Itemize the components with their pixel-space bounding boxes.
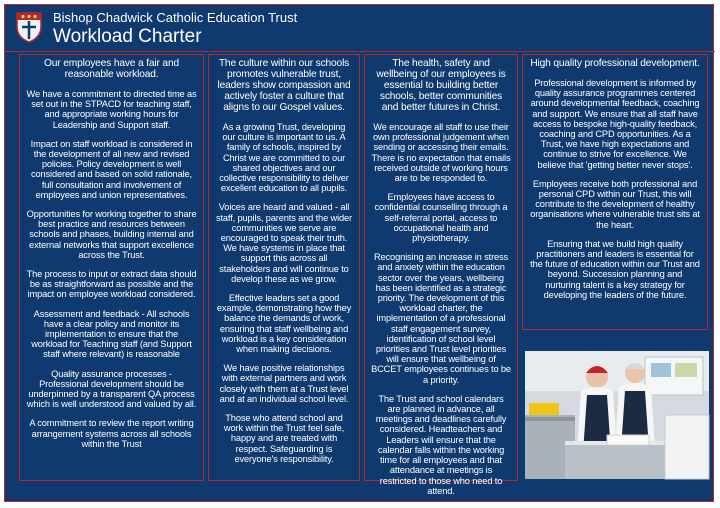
- paragraph: The process to input or extract data should be as straightforward as possible and the impact on employee workload considered.: [26, 269, 197, 300]
- column-heading: Our employees have a fair and reasonable workload.: [44, 58, 179, 80]
- column-professional-development: [522, 54, 708, 330]
- column-workload: [19, 54, 204, 481]
- paragraph: Employees have access to confidential counselling through a self-referral portal, access to occupational health and physiotherapy.: [374, 192, 508, 244]
- paragraph: Employees receive both professional and personal CPD within our Trust, this will contribute to the development of healthy organisations where vulnerable trust sits at the heart.: [530, 178, 700, 230]
- header: [5, 5, 715, 52]
- paragraph: Professional development is informed by quality assurance programmes centered around developmental feedback, coaching and support. We ensure that all staff have access to bespoke high-quality feedback, coaching and CPD opportunities. As a Trust, we have high expectations and continue to strive for excellence. We believe that 'getting better never stops'.: [530, 78, 700, 170]
- paragraph: Quality assurance processes - Professional development should be underpinned by a transparent QA process which is well understood and valued by all.: [26, 368, 197, 410]
- paragraph: As a growing Trust, developing our culture is important to us. A family of schools, inspired by Christ we are committed to our shared objectives and our collective responsibility to deliver excellent education to all pupils.: [219, 122, 349, 194]
- paragraph: Recognising an increase in stress and anxiety within the education sector over the years, wellbeing has been identified as a strategic priority. The development of this workload charter, the implementation of a professional staff engagement survey, identification of school level priorities and Trust level priorities will ensure that wellbeing of BCCET employees continues to be a priority.: [371, 252, 511, 385]
- paragraph: We have positive relationships with external partners and work closely with them at a Trust level and at an individual school level.: [219, 363, 349, 404]
- paragraph: Impact on staff workload is considered in the development of all new and revised policies. Policy development is well considered and based on solid rationale, full consultation and involvement of employees and union representatives.: [30, 138, 193, 200]
- organisation-name: Bishop Chadwick Catholic Education Trust: [53, 10, 298, 25]
- paragraph: Ensuring that we build high quality practitioners and leaders is essential for the future of education within our Trust and beyond. Succession planning and nurturing talent is a key strategy for developing the leaders of the future.: [530, 238, 700, 300]
- page-frame: [4, 4, 714, 502]
- page-title: Workload Charter: [53, 26, 202, 47]
- paragraph: Those who attend school and work within the Trust feel safe, happy and are treated with respect. Safeguarding is everyone's responsibility.: [223, 413, 345, 464]
- crest-shield-icon: [12, 10, 46, 44]
- paragraph: Assessment and feedback - All schools have a clear policy and monitor its implementation to ensure that the workload for Teaching staff (and Support staff where relevant) is reasonable: [31, 308, 192, 360]
- paragraph: We have a commitment to directed time as set out in the STPACD for teaching staff, and appropriate working hours for Leadership and Support staff.: [26, 89, 197, 130]
- column-culture: [208, 54, 360, 481]
- column-wellbeing: [364, 54, 518, 496]
- paragraph: Voices are heard and valued - all staff, pupils, parents and the wider communities we serve are encouraged to speak their truth. We have systems in place that support this across all stakeholders and will continue to develop these as we grow.: [215, 202, 353, 284]
- paragraph: A commitment to review the report writing arrangement systems across all schools within the Trust: [29, 418, 194, 449]
- kitchen-staff-photo: [525, 351, 709, 479]
- paragraph: The Trust and school calendars are planned in advance, all meetings and deadlines carefully considered. Headteachers and Leaders will ensure that the calendar falls within the working time for all employees and that attendance at meetings is restricted to those who need to attend.: [375, 393, 507, 496]
- column-heading: High quality professional development.: [530, 58, 700, 69]
- paragraph: Effective leaders set a good example, demonstrating how they balance the demands of work, ensuring that staff wellbeing and workload is a key consideration when making decisions.: [216, 293, 352, 355]
- paragraph: Opportunities for working together to share best practice and resources between schools and phases, building internal and external networks that support excellence across the Trust.: [26, 209, 197, 260]
- column-heading: The culture within our schools promotes vulnerable trust, leaders show compassion and actively foster a culture that aligns to our Gospel values.: [217, 58, 351, 113]
- paragraph: We encourage all staff to use their own professional judgement when sending or accessing their emails. There is no expectation that emails received outside of working hours are to be responded to.: [371, 122, 511, 184]
- column-heading: The health, safety and wellbeing of our employees is essential to building better schools, better communities and better futures in Christ.: [376, 58, 506, 113]
